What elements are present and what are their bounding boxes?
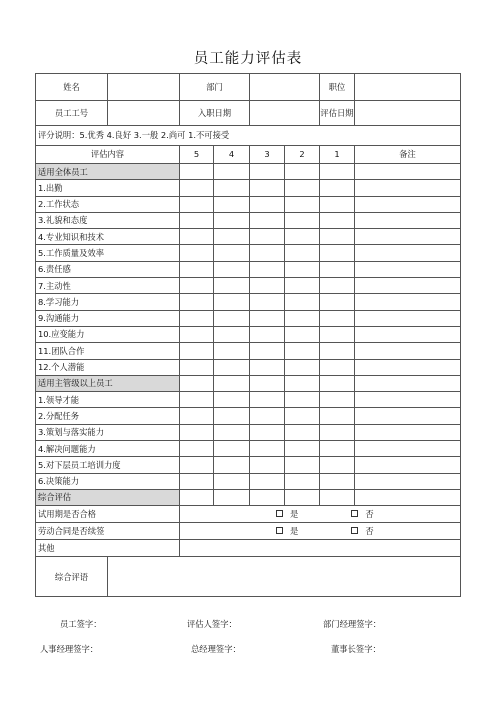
remark-cell[interactable] <box>355 261 461 277</box>
table-row <box>36 196 461 212</box>
table-row <box>36 457 461 473</box>
checkbox-icon[interactable] <box>276 510 283 517</box>
value-name[interactable] <box>108 74 180 101</box>
item-label: 11.团队合作 <box>36 343 180 359</box>
score-cell[interactable] <box>285 473 320 489</box>
score-cell[interactable] <box>320 359 355 375</box>
remark-cell[interactable] <box>355 196 461 212</box>
section-managers-row <box>36 375 461 391</box>
score-cell[interactable] <box>214 196 250 212</box>
table-row <box>36 359 461 375</box>
checkbox-icon[interactable] <box>351 510 358 517</box>
score-cell[interactable] <box>285 180 320 196</box>
score-cell[interactable] <box>250 457 285 473</box>
score-cell[interactable] <box>214 229 250 245</box>
blank-cell <box>250 489 285 505</box>
score-cell[interactable] <box>285 457 320 473</box>
score-cell[interactable] <box>250 294 285 310</box>
remark-cell[interactable] <box>355 473 461 489</box>
blank-cell <box>214 489 250 505</box>
label-department: 部门 <box>180 74 250 101</box>
score-cell[interactable] <box>214 424 250 440</box>
item-label: 3.策划与落实能力 <box>36 424 180 440</box>
score-cell[interactable] <box>214 441 250 457</box>
blank-cell <box>214 375 250 391</box>
option-label: 是 <box>290 508 299 519</box>
score-cell[interactable] <box>214 326 250 342</box>
score-cell[interactable] <box>250 473 285 489</box>
score-cell[interactable] <box>285 392 320 408</box>
evaluation-form-table <box>35 73 461 597</box>
option-label: 否 <box>365 525 374 536</box>
contract-row <box>36 523 461 540</box>
section-managers: 适用主管级以上员工 <box>36 375 180 391</box>
score-cell[interactable] <box>285 294 320 310</box>
probation-row <box>36 506 461 523</box>
score-cell[interactable] <box>180 473 214 489</box>
value-eval-date[interactable] <box>355 101 461 126</box>
remark-cell[interactable] <box>355 441 461 457</box>
score-cell[interactable] <box>180 326 214 342</box>
score-cell[interactable] <box>320 473 355 489</box>
blank-cell <box>180 489 214 505</box>
probation-yes-option[interactable] <box>276 510 298 518</box>
score-cell[interactable] <box>214 408 250 424</box>
score-cell[interactable] <box>285 441 320 457</box>
form-title: 员工能力评估表 <box>193 51 303 67</box>
item-label: 3.礼貌和态度 <box>36 212 180 228</box>
score-cell[interactable] <box>320 261 355 277</box>
col-score-5: 5 <box>180 146 214 164</box>
score-cell[interactable] <box>214 294 250 310</box>
comment-label: 综合评语 <box>36 557 108 597</box>
score-cell[interactable] <box>320 278 355 294</box>
item-label: 6.决策能力 <box>36 473 180 489</box>
score-cell[interactable] <box>250 245 285 261</box>
label-hire-date: 入职日期 <box>180 101 250 126</box>
table-row <box>36 343 461 359</box>
probation-no-option[interactable] <box>351 510 373 518</box>
score-cell[interactable] <box>180 245 214 261</box>
score-cell[interactable] <box>250 229 285 245</box>
score-cell[interactable] <box>320 392 355 408</box>
blank-cell <box>285 164 320 180</box>
value-hire-date[interactable] <box>250 101 320 126</box>
remark-cell[interactable] <box>355 310 461 326</box>
comment-row <box>36 557 461 597</box>
table-row <box>36 261 461 277</box>
section-all-staff: 适用全体员工 <box>36 164 180 180</box>
score-cell[interactable] <box>214 343 250 359</box>
table-row <box>36 441 461 457</box>
item-label: 2.工作状态 <box>36 196 180 212</box>
score-cell[interactable] <box>214 245 250 261</box>
form-body <box>36 74 461 597</box>
other-field[interactable] <box>180 540 461 557</box>
score-cell[interactable] <box>320 441 355 457</box>
blank-cell <box>320 489 355 505</box>
col-score-4: 4 <box>214 146 250 164</box>
dept-manager-signature[interactable]: 部门经理签字： <box>323 619 382 629</box>
label-position: 职位 <box>320 74 355 101</box>
score-cell[interactable] <box>285 424 320 440</box>
hr-manager-signature[interactable]: 人事经理签字： <box>40 644 99 654</box>
table-row <box>36 294 461 310</box>
other-row <box>36 540 461 557</box>
item-label: 5.工作质量及效率 <box>36 245 180 261</box>
contract-yes-option[interactable] <box>276 527 298 535</box>
item-label: 9.沟通能力 <box>36 310 180 326</box>
score-cell[interactable] <box>214 359 250 375</box>
score-cell[interactable] <box>320 229 355 245</box>
score-cell[interactable] <box>320 245 355 261</box>
value-department[interactable] <box>250 74 320 101</box>
score-cell[interactable] <box>320 457 355 473</box>
item-label: 4.专业知识和技术 <box>36 229 180 245</box>
assessor-signature[interactable]: 评估人签字： <box>187 619 237 629</box>
other-label: 其他 <box>36 540 180 557</box>
blank-cell <box>320 164 355 180</box>
remark-cell[interactable] <box>355 180 461 196</box>
remark-cell[interactable] <box>355 457 461 473</box>
item-label: 6.责任感 <box>36 261 180 277</box>
score-cell[interactable] <box>180 343 214 359</box>
score-cell[interactable] <box>180 294 214 310</box>
score-cell[interactable] <box>214 278 250 294</box>
contract-options <box>180 523 461 540</box>
score-cell[interactable] <box>250 424 285 440</box>
label-name: 姓名 <box>36 74 108 101</box>
score-cell[interactable] <box>214 310 250 326</box>
item-label: 4.解决问题能力 <box>36 441 180 457</box>
score-cell[interactable] <box>250 326 285 342</box>
score-cell[interactable] <box>180 310 214 326</box>
score-cell[interactable] <box>250 310 285 326</box>
score-cell[interactable] <box>285 310 320 326</box>
table-row <box>36 424 461 440</box>
blank-cell <box>180 375 214 391</box>
score-cell[interactable] <box>320 196 355 212</box>
score-cell[interactable] <box>285 343 320 359</box>
remark-cell[interactable] <box>355 212 461 228</box>
column-header-row <box>36 146 461 164</box>
table-row <box>36 212 461 228</box>
item-label: 12.个人潜能 <box>36 359 180 375</box>
score-cell[interactable] <box>180 278 214 294</box>
score-cell[interactable] <box>180 359 214 375</box>
probation-label: 试用期是否合格 <box>36 506 180 523</box>
blank-cell <box>250 164 285 180</box>
score-cell[interactable] <box>320 294 355 310</box>
score-cell[interactable] <box>250 359 285 375</box>
blank-cell <box>355 164 461 180</box>
score-cell[interactable] <box>285 196 320 212</box>
item-label: 2.分配任务 <box>36 408 180 424</box>
item-label: 1.出勤 <box>36 180 180 196</box>
remark-cell[interactable] <box>355 343 461 359</box>
col-score-1: 1 <box>320 146 355 164</box>
score-cell[interactable] <box>180 229 214 245</box>
score-cell[interactable] <box>285 326 320 342</box>
label-employee-id: 员工工号 <box>36 101 108 126</box>
remark-cell[interactable] <box>355 359 461 375</box>
score-cell[interactable] <box>180 212 214 228</box>
label-eval-date: 评估日期 <box>320 101 355 126</box>
score-cell[interactable] <box>180 196 214 212</box>
score-cell[interactable] <box>180 261 214 277</box>
checkbox-icon[interactable] <box>276 527 283 534</box>
score-cell[interactable] <box>320 408 355 424</box>
table-row <box>36 229 461 245</box>
section-overall-row <box>36 489 461 505</box>
score-cell[interactable] <box>250 180 285 196</box>
value-position[interactable] <box>355 74 461 101</box>
score-cell[interactable] <box>320 424 355 440</box>
score-cell[interactable] <box>285 261 320 277</box>
score-cell[interactable] <box>214 180 250 196</box>
contract-no-option[interactable] <box>351 527 373 535</box>
remark-cell[interactable] <box>355 326 461 342</box>
blank-cell <box>285 489 320 505</box>
item-label: 7.主动性 <box>36 278 180 294</box>
score-cell[interactable] <box>320 212 355 228</box>
item-label: 8.学习能力 <box>36 294 180 310</box>
table-row <box>36 245 461 261</box>
contract-label: 劳动合同是否续签 <box>36 523 180 540</box>
blank-cell <box>320 375 355 391</box>
probation-options <box>180 506 461 523</box>
col-remark-header: 备注 <box>355 146 461 164</box>
blank-cell <box>285 375 320 391</box>
header-row-1 <box>36 74 461 101</box>
table-row <box>36 392 461 408</box>
score-cell[interactable] <box>285 212 320 228</box>
score-cell[interactable] <box>180 180 214 196</box>
col-content-header: 评估内容 <box>36 146 180 164</box>
col-score-3: 3 <box>250 146 285 164</box>
score-cell[interactable] <box>320 326 355 342</box>
blank-cell <box>355 375 461 391</box>
remark-cell[interactable] <box>355 245 461 261</box>
table-row <box>36 180 461 196</box>
remark-cell[interactable] <box>355 294 461 310</box>
score-cell[interactable] <box>214 473 250 489</box>
col-score-2: 2 <box>285 146 320 164</box>
gm-signature[interactable]: 总经理签字： <box>191 644 241 654</box>
score-cell[interactable] <box>214 261 250 277</box>
rating-note-row <box>36 126 461 146</box>
score-cell[interactable] <box>320 343 355 359</box>
remark-cell[interactable] <box>355 229 461 245</box>
score-cell[interactable] <box>285 278 320 294</box>
score-cell[interactable] <box>214 457 250 473</box>
blank-cell <box>355 489 461 505</box>
score-cell[interactable] <box>180 392 214 408</box>
remark-cell[interactable] <box>355 424 461 440</box>
item-label: 10.应变能力 <box>36 326 180 342</box>
score-cell[interactable] <box>180 424 214 440</box>
score-cell[interactable] <box>214 212 250 228</box>
item-label: 5.对下层员工培训力度 <box>36 457 180 473</box>
score-cell[interactable] <box>285 408 320 424</box>
option-label: 否 <box>365 508 374 519</box>
score-cell[interactable] <box>285 245 320 261</box>
score-cell[interactable] <box>250 261 285 277</box>
option-label: 是 <box>290 525 299 536</box>
item-label: 1.领导才能 <box>36 392 180 408</box>
table-row <box>36 326 461 342</box>
score-cell[interactable] <box>250 392 285 408</box>
remark-cell[interactable] <box>355 278 461 294</box>
score-cell[interactable] <box>285 229 320 245</box>
employee-signature[interactable]: 员工签字： <box>60 619 102 629</box>
comment-field[interactable] <box>108 557 461 597</box>
score-cell[interactable] <box>180 408 214 424</box>
table-row <box>36 278 461 294</box>
blank-cell <box>250 375 285 391</box>
table-row <box>36 473 461 489</box>
score-cell[interactable] <box>250 408 285 424</box>
table-row <box>36 408 461 424</box>
blank-cell <box>180 164 214 180</box>
score-cell[interactable] <box>250 441 285 457</box>
blank-cell <box>214 164 250 180</box>
score-cell[interactable] <box>320 180 355 196</box>
score-cell[interactable] <box>285 359 320 375</box>
chairman-signature[interactable]: 董事长签字： <box>331 644 381 654</box>
section-all-staff-row <box>36 164 461 180</box>
rating-note: 评分说明：5.优秀 4.良好 3.一般 2.尚可 1.不可接受 <box>36 126 461 146</box>
value-employee-id[interactable] <box>108 101 180 126</box>
score-cell[interactable] <box>250 196 285 212</box>
table-row <box>36 310 461 326</box>
score-cell[interactable] <box>250 278 285 294</box>
score-cell[interactable] <box>214 392 250 408</box>
section-overall: 综合评估 <box>36 489 180 505</box>
remark-cell[interactable] <box>355 408 461 424</box>
score-cell[interactable] <box>320 310 355 326</box>
score-cell[interactable] <box>250 343 285 359</box>
score-cell[interactable] <box>180 441 214 457</box>
score-cell[interactable] <box>250 212 285 228</box>
header-row-2 <box>36 101 461 126</box>
score-cell[interactable] <box>180 457 214 473</box>
remark-cell[interactable] <box>355 392 461 408</box>
checkbox-icon[interactable] <box>351 527 358 534</box>
